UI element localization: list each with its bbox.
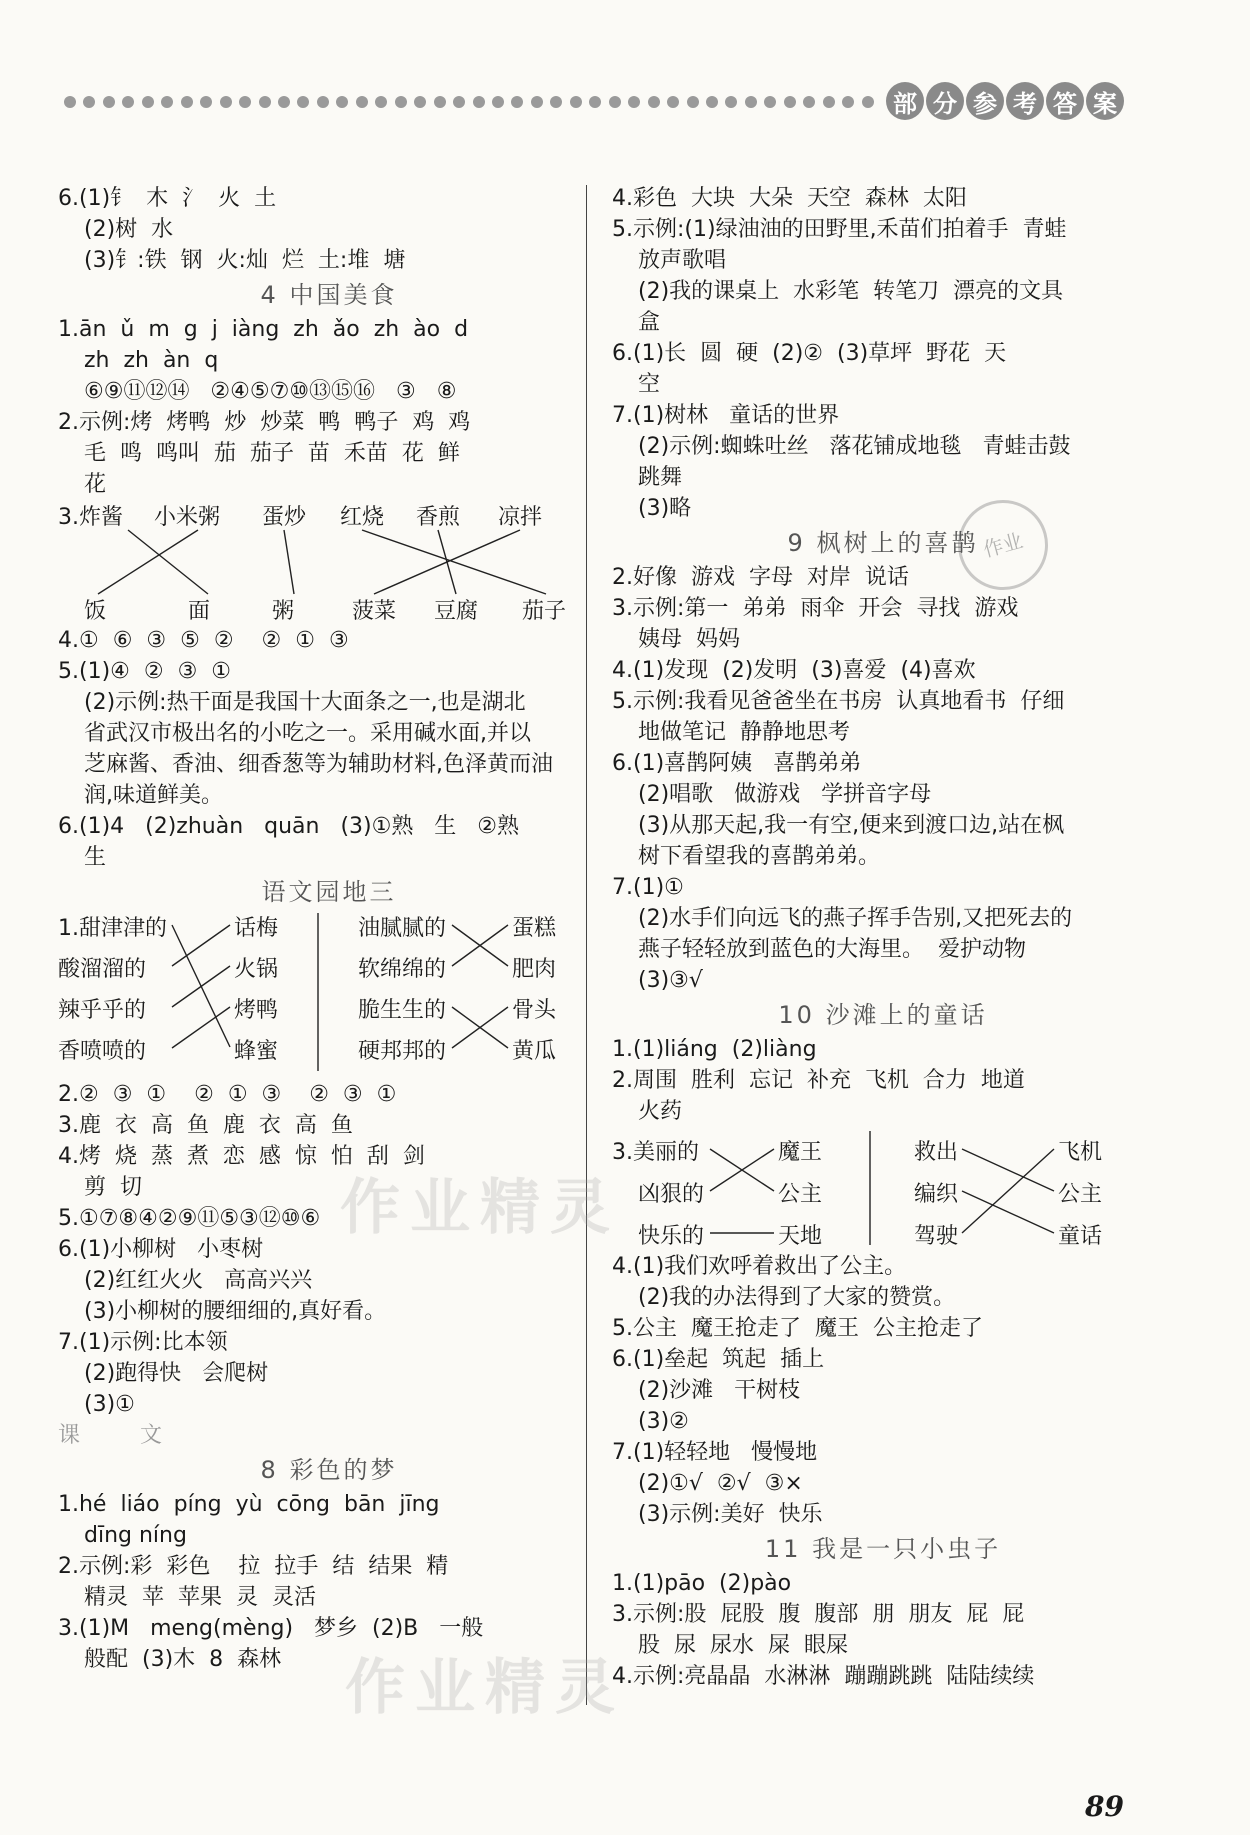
section-title: 语文园地三 xyxy=(261,878,397,906)
answer-line: (2)红红火火 高高兴兴 xyxy=(84,1268,313,1293)
header-dot xyxy=(395,96,407,108)
answer-line: 3.示例:股 屁股 腹 腹部 朋 朋友 屁 屁 xyxy=(612,1602,1025,1627)
answer-line: (3)略 xyxy=(638,496,692,521)
header-dot xyxy=(434,96,446,108)
match-item: 救出 xyxy=(914,1140,959,1165)
header-dot xyxy=(725,96,737,108)
header-dot xyxy=(64,96,76,108)
header-dot xyxy=(161,96,173,108)
lesson-title: 11 我是一只小虫子 xyxy=(764,1535,1002,1563)
match-item: 红烧 xyxy=(340,505,385,530)
answer-line: 7.(1)树林 童话的世界 xyxy=(612,403,840,428)
match-item: 辣乎乎的 xyxy=(58,998,147,1023)
lesson-title: 9 枫树上的喜鹊 xyxy=(787,529,979,557)
page-number: 89 xyxy=(1085,1790,1124,1823)
answer-line: dīng níng xyxy=(84,1523,187,1548)
answer-line: (3)② xyxy=(638,1409,689,1434)
answer-line: 树下看望我的喜鹊弟弟。 xyxy=(638,844,881,869)
answer-line: ⑥⑨⑪⑫⑭ ②④⑤⑦⑩⑬⑮⑯ ③ ⑧ xyxy=(84,379,457,404)
answer-line: 燕子轻轻放到蓝色的大海里。 爱护动物 xyxy=(638,937,1026,962)
answer-line: 1.hé liáo píng yù cōng bān jīng xyxy=(58,1492,440,1517)
match-item: 快乐的 xyxy=(638,1224,705,1249)
answer-line: 6.(1)垒起 筑起 插上 xyxy=(612,1347,825,1372)
answer-line: 姨母 妈妈 xyxy=(638,627,740,652)
answer-line: 3.示例:第一 弟弟 雨伞 开会 寻找 游戏 xyxy=(612,596,1019,621)
left-column xyxy=(58,183,600,1675)
match-item: 硬邦邦的 xyxy=(358,1039,447,1064)
match-item: 1.甜津津的 xyxy=(58,916,167,941)
answer-line: 2.示例:烤 烤鸭 炒 炒菜 鸭 鸭子 鸡 鸡 xyxy=(58,410,471,435)
header-dot xyxy=(531,96,543,108)
answer-line: (2)唱歌 做游戏 学拼音字母 xyxy=(638,782,932,807)
answer-line: (2)跑得快 会爬树 xyxy=(84,1361,269,1386)
answer-line: 1.(1)liáng (2)liàng xyxy=(612,1037,817,1062)
matching-exercise-food xyxy=(58,500,600,625)
answer-line: 地做笔记 静静地思考 xyxy=(638,720,850,745)
answer-line: 7.(1)示例:比本领 xyxy=(58,1330,228,1355)
match-lines xyxy=(58,911,598,1079)
header-badge: 考 xyxy=(1006,82,1044,120)
answer-line: 放声歌唱 xyxy=(638,248,727,273)
answer-line: zh zh àn q xyxy=(84,348,219,373)
match-item: 火锅 xyxy=(234,957,279,982)
header-dot xyxy=(83,96,95,108)
answer-line: (3)③√ xyxy=(638,968,703,993)
header-dot xyxy=(297,96,309,108)
match-item: 魔王 xyxy=(778,1140,823,1165)
header-dot xyxy=(336,96,348,108)
match-item: 话梅 xyxy=(234,916,279,941)
header-badge: 参 xyxy=(966,82,1004,120)
answer-line: (2)①√ ②√ ③× xyxy=(638,1471,803,1496)
header-dot xyxy=(492,96,504,108)
header-dot xyxy=(667,96,679,108)
header-dot xyxy=(745,96,757,108)
answer-line: 精灵 苹 苹果 灵 灵活 xyxy=(84,1585,316,1610)
lesson-title: 8 彩色的梦 xyxy=(260,1456,398,1484)
answer-line: 4.彩色 大块 大朵 天空 森林 太阳 xyxy=(612,186,967,211)
header-dot xyxy=(414,96,426,108)
answer-line: (3)钅:铁 钢 火:灿 烂 土:堆 塘 xyxy=(84,248,406,273)
lesson-title: 10 沙滩上的童话 xyxy=(778,1001,988,1029)
matching-exercise-adjectives xyxy=(58,911,600,1079)
header-dot xyxy=(200,96,212,108)
header-dot-rule xyxy=(64,92,874,112)
match-lines xyxy=(58,500,598,625)
answer-line: 空 xyxy=(638,372,661,397)
match-item: 肥肉 xyxy=(512,957,557,982)
header-dot xyxy=(473,96,485,108)
answer-line: (3)① xyxy=(84,1392,135,1417)
header-dot xyxy=(609,96,621,108)
answer-line: 6.(1)喜鹊阿姨 喜鹊弟弟 xyxy=(612,751,862,776)
match-item: 3.美丽的 xyxy=(612,1140,699,1165)
answer-line: 6.(1)钅 木 氵 火 土 xyxy=(58,186,277,211)
answer-line: 4.烤 烧 蒸 煮 恋 感 惊 怕 刮 剑 xyxy=(58,1144,425,1169)
answer-line: 7.(1)轻轻地 慢慢地 xyxy=(612,1440,818,1465)
match-item: 面 xyxy=(188,599,211,624)
match-item: 骨头 xyxy=(512,998,557,1023)
header-dot xyxy=(142,96,154,108)
header-dot xyxy=(862,96,874,108)
answer-line: 润,味道鲜美。 xyxy=(84,783,223,808)
answer-line: 盒 xyxy=(638,310,661,335)
answer-line: 6.(1)小柳树 小枣树 xyxy=(58,1237,264,1262)
answer-line: 4.① ⑥ ③ ⑤ ② ② ① ③ xyxy=(58,628,349,653)
watermark: 作业精灵 xyxy=(345,1653,625,1723)
header-dot xyxy=(842,96,854,108)
header-dot xyxy=(687,96,699,108)
header-dot xyxy=(550,96,562,108)
answer-line: (2)示例:蜘蛛吐丝 落花铺成地毯 青蛙击鼓 xyxy=(638,434,1071,459)
answer-line: 跳舞 xyxy=(638,465,683,490)
answer-line: 4.(1)发现 (2)发明 (3)喜爱 (4)喜欢 xyxy=(612,658,976,683)
header-dot xyxy=(317,96,329,108)
match-item: 天地 xyxy=(778,1224,823,1249)
match-item: 黄瓜 xyxy=(512,1039,557,1064)
match-item: 香喷喷的 xyxy=(58,1039,147,1064)
right-column xyxy=(612,183,1154,1692)
header-dot xyxy=(511,96,523,108)
answer-line: 1.(1)pāo (2)pào xyxy=(612,1571,792,1596)
answer-line: 2.② ③ ① ② ① ③ ② ③ ① xyxy=(58,1082,397,1107)
header-dot xyxy=(648,96,660,108)
match-item: 编织 xyxy=(914,1182,959,1207)
match-item: 脆生生的 xyxy=(358,998,447,1023)
header-dot xyxy=(784,96,796,108)
header-dot xyxy=(589,96,601,108)
header-dot xyxy=(706,96,718,108)
answer-line: (2)我的办法得到了大家的赞赏。 xyxy=(638,1285,956,1310)
answer-line: 省武汉市极出名的小吃之一。采用碱水面,并以 xyxy=(84,721,531,746)
answer-line: (2)沙滩 干树枝 xyxy=(638,1378,801,1403)
header-dot xyxy=(259,96,271,108)
match-item: 凉拌 xyxy=(498,505,543,530)
header-dot xyxy=(181,96,193,108)
answer-line: 5.示例:(1)绿油油的田野里,禾苗们拍着手 青蛙 xyxy=(612,217,1067,242)
match-item: 公主 xyxy=(778,1182,823,1207)
answer-line: 4.(1)我们欢呼着救出了公主。 xyxy=(612,1254,907,1279)
answer-line: 生 xyxy=(84,845,107,870)
match-item: 3.炸酱 xyxy=(58,505,123,530)
answer-line: 7.(1)① xyxy=(612,875,684,900)
answer-line: 股 尿 尿水 屎 眼屎 xyxy=(638,1633,848,1658)
answer-line: 毛 鸣 鸣叫 茄 茄子 苗 禾苗 花 鲜 xyxy=(84,441,460,466)
answer-line: 3.(1)M meng(mèng) 梦乡 (2)B 一般 xyxy=(58,1616,484,1641)
match-lines xyxy=(612,1127,1152,1251)
header-dot xyxy=(356,96,368,108)
match-item: 凶狠的 xyxy=(638,1182,705,1207)
header-dot xyxy=(278,96,290,108)
answer-line: 5.公主 魔王抢走了 魔王 公主抢走了 xyxy=(612,1316,983,1341)
match-item: 童话 xyxy=(1058,1224,1103,1249)
section-label: 课文 xyxy=(58,1423,223,1448)
answer-line: 1.ān ǔ m g j iàng zh ǎo zh ào d xyxy=(58,317,469,342)
answer-line: 剪 切 xyxy=(84,1175,142,1200)
match-item: 香煎 xyxy=(416,505,461,530)
match-item: 酸溜溜的 xyxy=(58,957,147,982)
answer-line: 2.周围 胜利 忘记 补充 飞机 合力 地道 xyxy=(612,1068,1025,1093)
match-item: 驾驶 xyxy=(914,1224,959,1249)
answer-line: 5.①⑦⑧④②⑨⑪⑤③⑫⑩⑥ xyxy=(58,1206,321,1231)
answer-line: (2)示例:热干面是我国十大面条之一,也是湖北 xyxy=(84,690,526,715)
header-dot xyxy=(570,96,582,108)
answer-line: (2)树 水 xyxy=(84,217,174,242)
header-title xyxy=(886,82,1124,120)
answer-line: 花 xyxy=(84,472,107,497)
header-dot xyxy=(453,96,465,108)
match-item: 茄子 xyxy=(522,599,567,624)
answer-line: 芝麻酱、香油、细香葱等为辅助材料,色泽黄而油 xyxy=(84,752,553,777)
match-item: 豆腐 xyxy=(434,599,479,624)
answer-line: (3)示例:美好 快乐 xyxy=(638,1502,823,1527)
header-badge: 案 xyxy=(1086,82,1124,120)
answer-line: 火药 xyxy=(638,1099,683,1124)
answer-line: 2.示例:彩 彩色 拉 拉手 结 结果 精 xyxy=(58,1554,449,1579)
watermark-stamp: 作业 xyxy=(948,490,1058,600)
header-badge: 分 xyxy=(926,82,964,120)
answer-line: (3)从那天起,我一有空,便来到渡口边,站在枫 xyxy=(638,813,1065,838)
match-item: 软绵绵的 xyxy=(358,957,447,982)
match-item: 烤鸭 xyxy=(234,998,279,1023)
answer-line: (2)水手们向远飞的燕子挥手告别,又把死去的 xyxy=(638,906,1073,931)
match-item: 蜂蜜 xyxy=(234,1039,279,1064)
match-item: 油腻腻的 xyxy=(358,916,447,941)
answer-line: 4.示例:亮晶晶 水淋淋 蹦蹦跳跳 陆陆续续 xyxy=(612,1664,1035,1689)
watermark: 作业精灵 xyxy=(340,1173,620,1243)
match-item: 飞机 xyxy=(1058,1140,1103,1165)
match-item: 蛋糕 xyxy=(512,916,557,941)
header-dot xyxy=(375,96,387,108)
answer-line: 5.(1)④ ② ③ ① xyxy=(58,659,232,684)
match-item: 小米粥 xyxy=(154,505,221,530)
answer-line: 6.(1)长 圆 硬 (2)② (3)草坪 野花 天 xyxy=(612,341,1007,366)
answer-line: 般配 (3)木 8 森林 xyxy=(84,1647,282,1672)
answer-line: 3.鹿 衣 高 鱼 鹿 衣 高 鱼 xyxy=(58,1113,353,1138)
match-item: 菠菜 xyxy=(352,599,397,624)
answer-line: (3)小柳树的腰细细的,真好看。 xyxy=(84,1299,387,1324)
header-dot xyxy=(239,96,251,108)
answer-line: 6.(1)4 (2)zhuàn quān (3)①熟 生 ②熟 xyxy=(58,814,520,839)
answer-line: 2.好像 游戏 字母 对岸 说话 xyxy=(612,565,909,590)
header-badge: 部 xyxy=(886,82,924,120)
header-dot xyxy=(103,96,115,108)
answer-line: 5.示例:我看见爸爸坐在书房 认真地看书 仔细 xyxy=(612,689,1065,714)
matching-exercise-fairytale xyxy=(612,1127,1154,1251)
lesson-title: 4 中国美食 xyxy=(260,281,398,309)
match-item: 粥 xyxy=(272,599,295,624)
header-dot xyxy=(803,96,815,108)
header-badge: 答 xyxy=(1046,82,1084,120)
header-dot xyxy=(823,96,835,108)
header-dot xyxy=(628,96,640,108)
header-dot xyxy=(122,96,134,108)
match-item: 蛋炒 xyxy=(262,505,307,530)
match-item: 公主 xyxy=(1058,1182,1103,1207)
match-item: 饭 xyxy=(84,599,107,624)
header-dot xyxy=(220,96,232,108)
answer-line: (2)我的课桌上 水彩笔 转笔刀 漂亮的文具 xyxy=(638,279,1064,304)
header-dot xyxy=(764,96,776,108)
